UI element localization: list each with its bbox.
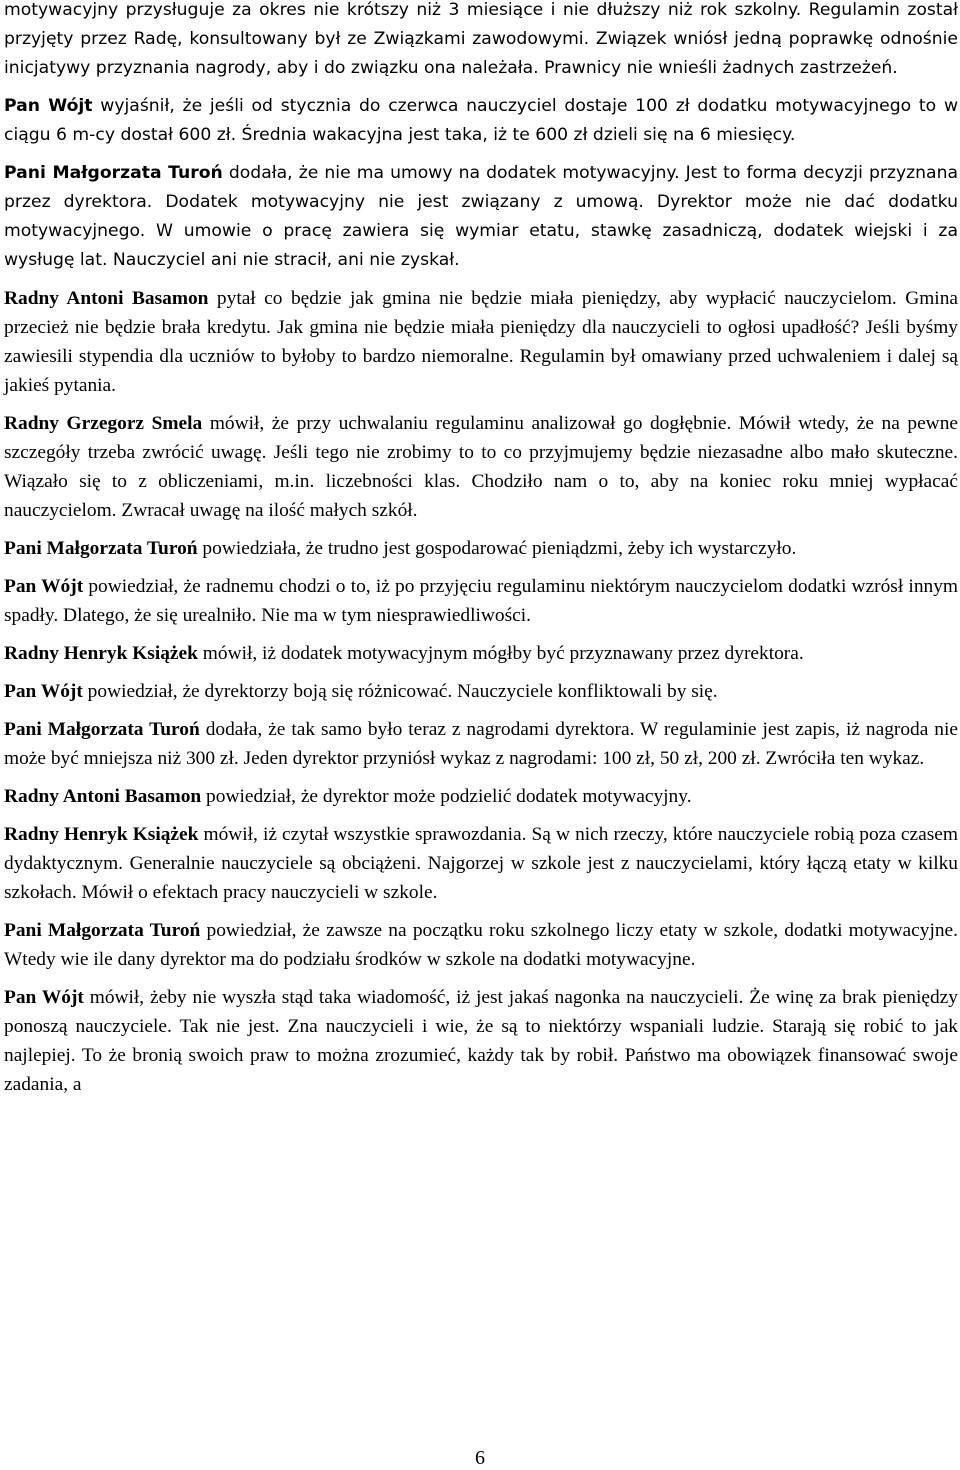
speaker-name: Radny Antoni Basamon [4, 786, 202, 807]
paragraph-turon-2 [4, 534, 958, 563]
speaker-name: Pan Wójt [4, 987, 84, 1008]
paragraph-wojt-3 [4, 677, 958, 706]
page-number: 6 [475, 1447, 485, 1469]
paragraph-wojt-1 [4, 92, 958, 150]
paragraph-text: mówił, żeby nie wyszła stąd taka wiadomość, iż jest jakaś nagonka na nauczycieli. Że winę za brak pieniędzy ponoszą nauczyciele. Tak nie jest. Zna nauczycieli i wie, że są to niektórzy wspaniali ludzie. Starają się robić to jak najlepiej. To że bronią swoich praw to można zrozumieć, każdy tak by robił. Państwo ma obowiązek finansować swoje zadania, a [4, 987, 958, 1095]
paragraph-turon-1 [4, 159, 958, 275]
speaker-name: Pani Małgorzata Turoń [4, 163, 223, 183]
paragraph-text: mówił, iż czytał wszystkie sprawozdania. Są w nich rzeczy, które nauczyciele robią poza czasem dydaktycznym. Generalnie nauczyciele są obciążeni. Najgorzej w szkole jest z nauczycielami, który łączą etaty w kilku szkołach. Mówił o efektach pracy nauczycieli w szkole. [4, 824, 958, 903]
paragraph-intro [4, 0, 958, 83]
speaker-name: Pani Małgorzata Turoń [4, 538, 198, 559]
speaker-name: Pani Małgorzata Turoń [4, 920, 201, 941]
paragraph-text: pytał co będzie jak gmina nie będzie miała pieniędzy, aby wypłacić nauczycielom. Gmina przecież nie będzie brała kredytu. Jak gmina nie będzie miała pieniędzy dla nauczycieli to ogłosi upadłość? Jeśli byśmy zawiesili stypendia dla uczniów to byłoby to bardzo niemoralne. Regulamin był omawiany przed uchwaleniem i dalej są jakieś pytania. [4, 288, 958, 396]
speaker-name: Pan Wójt [4, 576, 84, 597]
paragraph-ksiazek-2 [4, 820, 958, 907]
paragraph-wojt-4 [4, 983, 958, 1099]
speaker-name: Pan Wójt [4, 96, 93, 116]
speaker-name: Pan Wójt [4, 681, 83, 702]
speaker-name: Radny Henryk Książek [4, 824, 199, 845]
speaker-name: Radny Antoni Basamon [4, 288, 209, 309]
speaker-name: Radny Henryk Książek [4, 643, 198, 664]
paragraph-basamon-1 [4, 284, 958, 400]
paragraph-text: powiedziała, że trudno jest gospodarować pieniądzmi, żeby ich wystarczyło. [197, 538, 797, 559]
speaker-name: Radny Grzegorz Smela [4, 413, 203, 434]
speaker-name: Pani Małgorzata Turoń [4, 719, 200, 740]
paragraph-text: powiedział, że radnemu chodzi o to, iż po przyjęciu regulaminu niektórym nauczycielom dodatki wzrósł innym spadły. Dlatego, że się urealniło. Nie ma w tym niesprawiedliwości. [4, 576, 958, 626]
paragraph-smela [4, 409, 958, 525]
paragraph-text: dodała, że tak samo było teraz z nagrodami dyrektora. W regulaminie jest zapis, iż nagroda nie może być mniejsza niż 300 zł. Jeden dyrektor przyniósł wykaz z nagrodami: 100 zł, 50 zł, 200 zł. Zwróciła ten wykaz. [4, 719, 958, 769]
paragraph-text: mówił, iż dodatek motywacyjnym mógłby być przyznawany przez dyrektora. [197, 643, 804, 664]
paragraph-text: powiedział, że dyrektorzy boją się różnicować. Nauczyciele konfliktowali by się. [82, 681, 718, 702]
paragraph-text: dodała, że nie ma umowy na dodatek motywacyjny. Jest to forma decyzji przyznana przez dyrektora. Dodatek motywacyjny nie jest związany z umową. Dyrektor może nie dać dodatku motywacyjnego. W umowie o pracę zawiera się wymiar etatu, stawkę zasadniczą, dodatek wiejski i za wysługę lat. Nauczyciel ani nie stracił, ani nie zyskał. [4, 163, 958, 270]
paragraph-text: wyjaśnił, że jeśli od stycznia do czerwca nauczyciel dostaje 100 zł dodatku motywacyjnego to w ciągu 6 m-cy dostał 600 zł. Średnia wakacyjna jest taka, iż te 600 zł dzieli się na 6 miesięcy. [4, 96, 958, 145]
paragraph-ksiazek-1 [4, 639, 958, 668]
paragraph-basamon-2 [4, 782, 958, 811]
paragraph-text: motywacyjny przysługuje za okres nie krótszy niż 3 miesiące i nie dłuższy niż rok szkolny. Regulamin został przyjęty przez Radę, konsultowany był ze Związkami zawodowymi. Związek wniósł jedną poprawkę odnośnie inicjatywy przyznania nagrody, aby i do związku ona należała. Prawnicy nie wnieśli żadnych zastrzeżeń. [4, 0, 958, 78]
paragraph-text: powiedział, że dyrektor może podzielić dodatek motywacyjny. [201, 786, 692, 807]
paragraph-text: mówił, że przy uchwalaniu regulaminu analizował go dogłębnie. Mówił wtedy, że na pewne szczegóły trzeba zwrócić uwagę. Jeśli tego nie zrobimy to to co przyjmujemy będzie niezasadne albo mało skuteczne. Wiązało się to z obliczeniami, m.in. liczebności klas. Chodziło nam o to, aby na koniec roku mniej wypłacać nauczycielom. Zwracał uwagę na ilość małych szkół. [4, 413, 958, 521]
paragraph-text: powiedział, że zawsze na początku roku szkolnego liczy etaty w szkole, dodatki motywacyjne. Wtedy wie ile dany dyrektor ma do podziału środków w szkole na dodatki motywacyjne. [4, 920, 958, 970]
paragraph-turon-4 [4, 916, 958, 974]
paragraph-turon-3 [4, 715, 958, 773]
paragraph-wojt-2 [4, 572, 958, 630]
